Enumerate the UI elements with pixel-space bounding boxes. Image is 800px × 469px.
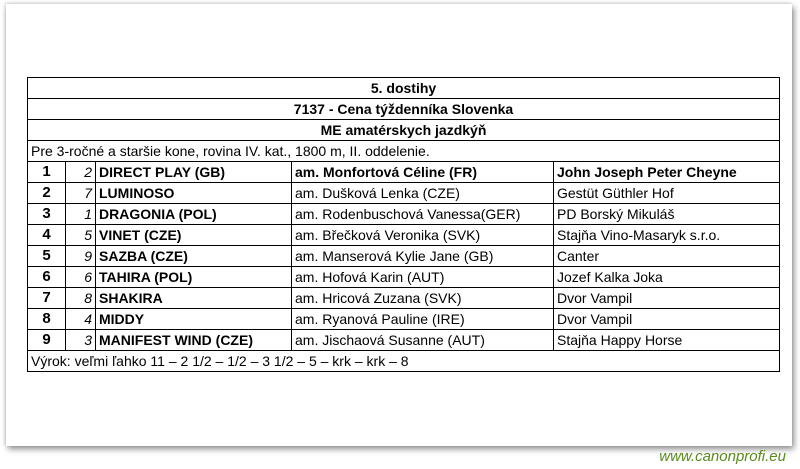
owner-cell: Stajňa Happy Horse: [554, 330, 780, 351]
footer-row: [28, 351, 780, 372]
start-number-cell: 9: [66, 246, 96, 267]
position-cell: 7: [28, 288, 66, 309]
result-rows: [28, 162, 780, 351]
subtitle-row: [28, 120, 780, 141]
race-verdict: Výrok: veľmi ľahko 11 – 2 1/2 – 1/2 – 3 1/2 – 5 – krk – krk – 8: [28, 351, 780, 372]
start-number-cell: 4: [66, 309, 96, 330]
position-cell: 8: [28, 309, 66, 330]
position-cell: 5: [28, 246, 66, 267]
result-row: [28, 204, 780, 225]
race-name: 7137 - Cena týždenníka Slovenka: [28, 99, 780, 120]
owner-cell: PD Borský Mikuláš: [554, 204, 780, 225]
position-cell: 3: [28, 204, 66, 225]
horse-name-cell: DIRECT PLAY (GB): [96, 162, 292, 183]
horse-name-cell: SHAKIRA: [96, 288, 292, 309]
horse-name-cell: MANIFEST WIND (CZE): [96, 330, 292, 351]
owner-cell: John Joseph Peter Cheyne: [554, 162, 780, 183]
race-conditions: Pre 3-ročné a staršie kone, rovina IV. kat., 1800 m, II. oddelenie.: [28, 141, 780, 162]
owner-cell: Dvor Vampil: [554, 288, 780, 309]
start-number-cell: 3: [66, 330, 96, 351]
title-row: [28, 78, 780, 99]
position-cell: 2: [28, 183, 66, 204]
owner-cell: Canter: [554, 246, 780, 267]
start-number-cell: 6: [66, 267, 96, 288]
horse-name-cell: SAZBA (CZE): [96, 246, 292, 267]
watermark-text: www.canonprofi.eu: [659, 448, 786, 465]
start-number-cell: 1: [66, 204, 96, 225]
rider-cell: am. Manserová Kylie Jane (GB): [292, 246, 554, 267]
result-row: [28, 309, 780, 330]
position-cell: 9: [28, 330, 66, 351]
rider-cell: am. Jischaová Susanne (AUT): [292, 330, 554, 351]
race-subtitle: ME amatérskych jazdkýň: [28, 120, 780, 141]
start-number-cell: 2: [66, 162, 96, 183]
horse-name-cell: DRAGONIA (POL): [96, 204, 292, 225]
result-row: [28, 225, 780, 246]
result-row: [28, 330, 780, 351]
result-row: [28, 288, 780, 309]
rider-cell: am. Ryanová Pauline (IRE): [292, 309, 554, 330]
horse-name-cell: TAHIRA (POL): [96, 267, 292, 288]
owner-cell: Jozef Kalka Joka: [554, 267, 780, 288]
position-cell: 1: [28, 162, 66, 183]
position-cell: 6: [28, 267, 66, 288]
name-row: [28, 99, 780, 120]
result-row: [28, 246, 780, 267]
rider-cell: am. Monfortová Céline (FR): [292, 162, 554, 183]
owner-cell: Stajňa Vino-Masaryk s.r.o.: [554, 225, 780, 246]
rider-cell: am. Hricová Zuzana (SVK): [292, 288, 554, 309]
position-cell: 4: [28, 225, 66, 246]
horse-name-cell: LUMINOSO: [96, 183, 292, 204]
owner-cell: Gestüt Güthler Hof: [554, 183, 780, 204]
start-number-cell: 5: [66, 225, 96, 246]
rider-cell: am. Rodenbuschová Vanessa(GER): [292, 204, 554, 225]
race-title: 5. dostihy: [28, 78, 780, 99]
rider-cell: am. Břečková Veronika (SVK): [292, 225, 554, 246]
rider-cell: am. Hofová Karin (AUT): [292, 267, 554, 288]
owner-cell: Dvor Vampil: [554, 309, 780, 330]
footer-body: [28, 351, 780, 372]
result-row: [28, 162, 780, 183]
horse-name-cell: VINET (CZE): [96, 225, 292, 246]
race-results-table: [27, 77, 780, 372]
result-row: [28, 267, 780, 288]
result-row: [28, 183, 780, 204]
start-number-cell: 8: [66, 288, 96, 309]
start-number-cell: 7: [66, 183, 96, 204]
horse-name-cell: MIDDY: [96, 309, 292, 330]
results-body: [28, 78, 780, 162]
rider-cell: am. Dušková Lenka (CZE): [292, 183, 554, 204]
conditions-row: [28, 141, 780, 162]
